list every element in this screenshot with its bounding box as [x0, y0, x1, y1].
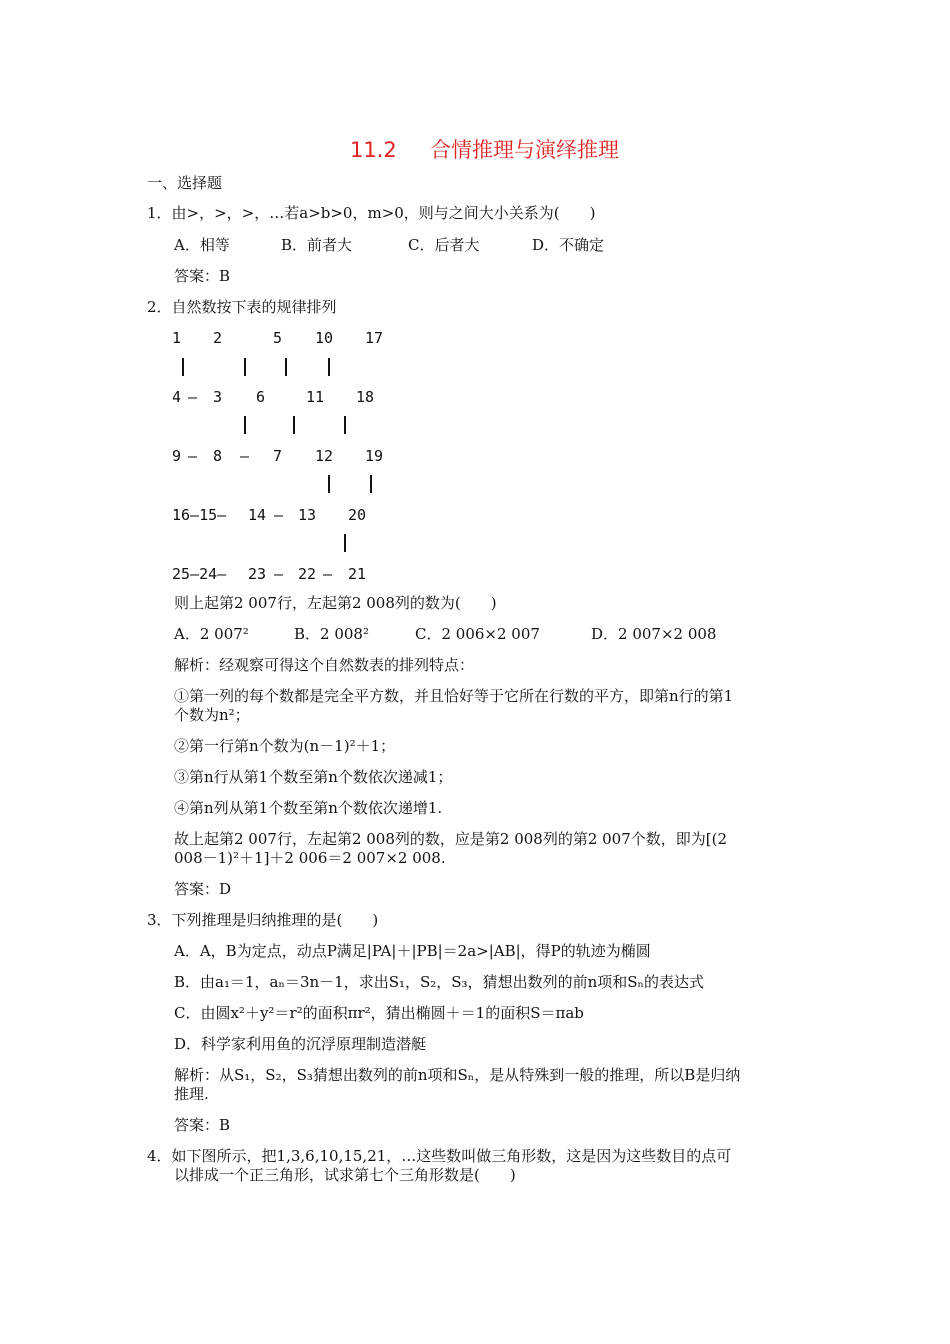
- q2-conclusion: 故上起第2 007行，左起第2 008列的数，应是第2 008列的第2 007个数，即为[(2: [174, 830, 728, 848]
- q3-analysis-cont: 推理.: [174, 1085, 209, 1103]
- grid-connector: [344, 416, 346, 434]
- q2-option-b: B．2 008²: [294, 625, 369, 643]
- q1-option-b: B．前者大: [281, 236, 353, 254]
- grid-cell: 13: [298, 506, 317, 524]
- grid-connector: [244, 416, 246, 434]
- grid-cell: 2: [213, 329, 223, 347]
- grid-cell: —: [240, 447, 250, 465]
- q1-option-a: A．相等: [174, 236, 230, 254]
- grid-cell: —: [323, 565, 333, 583]
- q2-option-d: D．2 007×2 008: [591, 625, 717, 643]
- grid-cell: —: [188, 388, 198, 406]
- q3-option-d: D．科学家利用鱼的沉浮原理制造潜艇: [174, 1035, 427, 1053]
- section-heading: 一、选择题: [147, 174, 223, 192]
- q1-answer: 答案：B: [174, 267, 231, 285]
- grid-cell: —: [274, 565, 284, 583]
- grid-cell: 10: [315, 329, 334, 347]
- q2-point-4: ④第n列从第1个数至第n个数依次递增1.: [174, 799, 443, 817]
- grid-connector: [244, 358, 246, 376]
- q3-option-c: C．由圆x²＋y²＝r²的面积πr²，猜出椭圆＋＝1的面积S＝πab: [174, 1004, 584, 1022]
- grid-cell: 4: [172, 388, 182, 406]
- grid-cell: 23: [248, 565, 267, 583]
- grid-cell: 6: [256, 388, 266, 406]
- q2-analysis-intro: 解析：经观察可得这个自然数表的排列特点：: [174, 656, 475, 674]
- q2-option-c: C．2 006×2 007: [415, 625, 540, 643]
- q2-point-1-cont: 个数为n²；: [174, 706, 250, 724]
- q1-option-c: C．后者大: [408, 236, 480, 254]
- grid-cell: 22: [298, 565, 317, 583]
- grid-connector: [370, 475, 372, 493]
- grid-cell: 1: [172, 329, 182, 347]
- title-number: 11.2: [350, 138, 397, 162]
- grid-cell: 17: [365, 329, 384, 347]
- q3-option-b: B．由a₁＝1，aₙ＝3n－1，求出S₁，S₂，S₃，猜想出数列的前n项和Sₙ的表达式: [174, 973, 704, 991]
- q1-option-d: D．不确定: [532, 236, 605, 254]
- grid-cell: 20: [348, 506, 367, 524]
- grid-connector: [293, 416, 295, 434]
- q3-analysis: 解析：从S₁，S₂，S₃猜想出数列的前n项和Sₙ，是从特殊到一般的推理，所以B是归纳: [174, 1066, 741, 1084]
- grid-cell: 9: [172, 447, 182, 465]
- grid-connector: [182, 358, 184, 376]
- grid-cell: —: [188, 447, 198, 465]
- page-title: 合情推理与演绎推理: [430, 138, 619, 162]
- grid-connector: [344, 534, 346, 552]
- grid-cell: 18: [356, 388, 375, 406]
- q2-point-3: ③第n行从第1个数至第n个数依次递减1；: [174, 768, 453, 786]
- q4-stem: 4．如下图所示，把1,3,6,10,15,21，…这些数叫做三角形数，这是因为这些数目的点可: [147, 1147, 732, 1165]
- q2-option-a: A．2 007²: [174, 625, 249, 643]
- grid-cell: 8: [213, 447, 223, 465]
- grid-cell: 12: [315, 447, 334, 465]
- grid-cell: 21: [348, 565, 367, 583]
- q2-answer: 答案：D: [174, 880, 232, 898]
- grid-cell: 14: [248, 506, 267, 524]
- q3-answer: 答案：B: [174, 1116, 231, 1134]
- grid-connector: [328, 475, 330, 493]
- grid-cell: 7: [273, 447, 283, 465]
- grid-cell: 19: [365, 447, 384, 465]
- grid-connector: [328, 358, 330, 376]
- grid-cell: —: [274, 506, 284, 524]
- grid-cell: 25—24—: [172, 565, 227, 583]
- q4-stem-cont: 以排成一个正三角形，试求第七个三角形数是( ): [174, 1166, 516, 1184]
- q3-stem: 3．下列推理是归纳推理的是( ): [147, 911, 379, 929]
- q2-question: 则上起第2 007行，左起第2 008列的数为( ): [174, 594, 497, 612]
- q2-conclusion-cont: 008－1)²＋1]＋2 006＝2 007×2 008.: [174, 849, 446, 867]
- grid-cell: 5: [273, 329, 283, 347]
- q2-point-1: ①第一列的每个数都是完全平方数，并且恰好等于它所在行数的平方，即第n行的第1: [174, 687, 734, 705]
- q2-stem: 2．自然数按下表的规律排列: [147, 298, 337, 316]
- grid-cell: 11: [306, 388, 325, 406]
- q3-option-a: A．A，B为定点，动点P满足|PA|＋|PB|＝2a>|AB|，得P的轨迹为椭圆: [174, 942, 651, 960]
- q1-stem: 1．由>，>，>，…若a>b>0，m>0，则与之间大小关系为( ): [147, 204, 596, 222]
- grid-cell: 3: [213, 388, 223, 406]
- q2-point-2: ②第一行第n个数为(n－1)²＋1；: [174, 737, 396, 755]
- grid-cell: 16—15—: [172, 506, 227, 524]
- grid-connector: [285, 358, 287, 376]
